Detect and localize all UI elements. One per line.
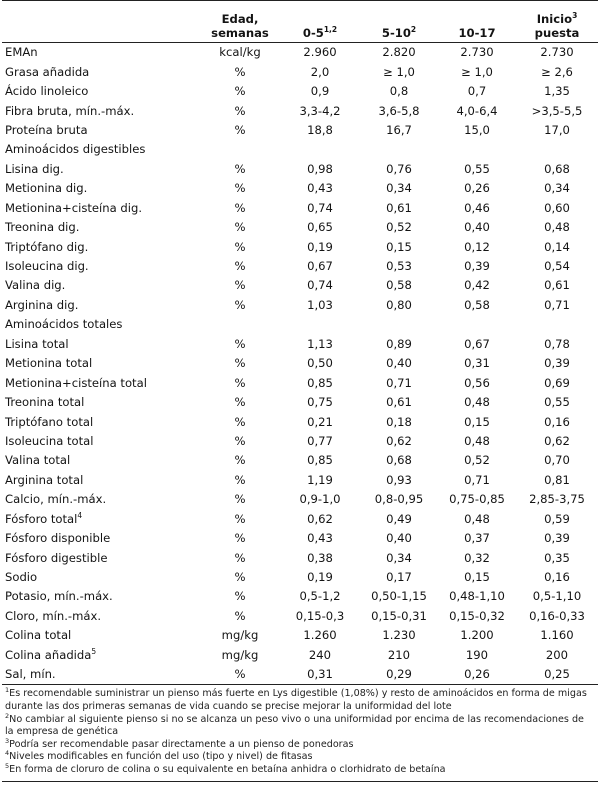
- value-cell: 0,18: [386, 414, 412, 429]
- nutrient-name-cell: [2, 276, 200, 295]
- nutrient-name-cell: [2, 335, 200, 354]
- nutrient-name: Triptófano total: [5, 414, 94, 429]
- unit-cell: %: [234, 608, 246, 623]
- phase-label-line1: Inicio: [536, 12, 573, 26]
- value-cell: 0,39: [544, 356, 570, 371]
- value-cell: 0,85: [307, 375, 333, 390]
- table-row: [2, 354, 598, 373]
- value-cell: 0,9-1,0: [299, 492, 341, 507]
- unit-cell: %: [234, 220, 246, 235]
- value-cell: 0,34: [386, 181, 412, 196]
- value-cell: 2.820: [382, 45, 416, 60]
- unit-cell: %: [234, 472, 246, 487]
- value-cell: 0,71: [544, 297, 570, 312]
- nutrient-name: Lisina dig.: [5, 161, 64, 176]
- value-cell: 1.260: [303, 628, 337, 643]
- nutrient-name-cell: [2, 568, 200, 587]
- table-row: [2, 101, 598, 120]
- nutrient-name: Fósforo disponible: [5, 531, 111, 546]
- unit-cell: %: [234, 531, 246, 546]
- unit-cell: %: [234, 122, 246, 137]
- value-cell: 2.730: [540, 45, 574, 60]
- footnote-ref: 4: [77, 510, 83, 520]
- value-cell: 0,15: [386, 239, 412, 254]
- value-cell: 18,8: [307, 122, 333, 137]
- value-cell: 0,15: [464, 414, 490, 429]
- nutrient-name: Treonina total: [5, 395, 85, 410]
- table-header-row: [2, 1, 598, 43]
- nutrient-requirements-table: [2, 0, 598, 685]
- table-row: [2, 451, 598, 470]
- unit-cell: %: [234, 239, 246, 254]
- value-cell: 0,5-1,10: [532, 589, 582, 604]
- nutrient-name-cell: [2, 354, 200, 373]
- value-cell: 190: [465, 647, 489, 662]
- nutrient-name: Potasio, mín.-máx.: [5, 589, 113, 604]
- header-age-line1: Edad,: [221, 12, 259, 26]
- value-cell: 0,29: [386, 667, 412, 682]
- footnote-text: En forma de cloruro de colina o su equivalente en betaína anhidra o clorhidrato de betaína: [9, 764, 446, 775]
- value-cell: 0,16: [544, 414, 570, 429]
- unit-cell: %: [234, 259, 246, 274]
- value-cell: 0,81: [544, 472, 570, 487]
- nutrient-name-cell: [2, 393, 200, 412]
- value-cell: 0,48: [464, 433, 490, 448]
- value-cell: 0,68: [544, 161, 570, 176]
- value-cell: 0,38: [307, 550, 333, 565]
- nutrient-name-cell: [2, 121, 200, 140]
- value-cell: 0,70: [544, 453, 570, 468]
- value-cell: 0,61: [386, 200, 412, 215]
- value-cell: 0,43: [307, 181, 333, 196]
- nutrient-name: Sal, mín.: [5, 667, 56, 682]
- value-cell: 3,3-4,2: [299, 103, 341, 118]
- value-cell: 0,85: [307, 453, 333, 468]
- table-row: [2, 646, 598, 665]
- nutrient-name: Fósforo total: [5, 511, 78, 526]
- section-title: Aminoácidos digestibles: [5, 142, 146, 157]
- value-cell: 200: [545, 647, 569, 662]
- footnote-text: Es recomendable suministrar un pienso más fuerte en Lys digestible (1,08%) y resto de aminoácidos en forma de migas durante las dos primeras semanas de vida cuando se precise mejorar la uniformidad del lote: [5, 688, 587, 713]
- value-cell: 0,68: [386, 453, 412, 468]
- nutrient-name: Triptófano dig.: [5, 239, 89, 254]
- nutrient-name-cell: [2, 432, 200, 451]
- value-cell: 0,31: [307, 667, 333, 682]
- table-row: [2, 471, 598, 490]
- value-cell: 0,14: [544, 239, 570, 254]
- header-empty-cell: [2, 1, 200, 43]
- nutrient-name-cell: [2, 218, 200, 237]
- table-row: [2, 490, 598, 509]
- unit-cell: %: [234, 200, 246, 215]
- value-cell: 1.160: [540, 628, 574, 643]
- value-cell: 0,76: [386, 161, 412, 176]
- nutrient-name: Colina añadida: [5, 647, 92, 662]
- value-cell: 0,58: [386, 278, 412, 293]
- footnote-number: 3: [5, 736, 10, 745]
- value-cell: 0,78: [544, 336, 570, 351]
- table-row: [2, 529, 598, 548]
- value-cell: 0,77: [307, 433, 333, 448]
- value-cell: 0,39: [464, 259, 490, 274]
- value-cell: 0,71: [386, 375, 412, 390]
- table-row: [2, 607, 598, 626]
- section-header-row: [2, 140, 598, 159]
- value-cell: 0,62: [307, 511, 333, 526]
- nutrient-name: Metionina dig.: [5, 181, 88, 196]
- nutrient-name: Valina dig.: [5, 278, 66, 293]
- phase-sup: 1,2: [323, 25, 338, 35]
- value-cell: 0,54: [544, 259, 570, 274]
- value-cell: 0,32: [464, 550, 490, 565]
- footnote-ref: 5: [91, 646, 97, 656]
- value-cell: 0,61: [544, 278, 570, 293]
- value-cell: 1.230: [382, 628, 416, 643]
- value-cell: 0,15-0,32: [449, 608, 505, 623]
- nutrient-name-cell: [2, 529, 200, 548]
- unit-cell: %: [234, 84, 246, 99]
- table-row: [2, 373, 598, 392]
- table-row: [2, 82, 598, 101]
- header-phase-10-17: [438, 1, 516, 43]
- value-cell: 0,93: [386, 472, 412, 487]
- nutrient-name: Fósforo digestible: [5, 550, 108, 565]
- nutrient-name: Isoleucina dig.: [5, 259, 89, 274]
- nutrient-name: Grasa añadida: [5, 64, 90, 79]
- table-row: [2, 62, 598, 81]
- unit-cell: %: [234, 589, 246, 604]
- value-cell: 0,48: [544, 220, 570, 235]
- value-cell: 0,59: [544, 511, 570, 526]
- value-cell: 0,19: [307, 239, 333, 254]
- value-cell: 240: [308, 647, 332, 662]
- nutrient-name-cell: [2, 257, 200, 276]
- value-cell: 0,12: [464, 239, 490, 254]
- table-row: [2, 179, 598, 198]
- table-row: [2, 257, 598, 276]
- value-cell: 0,56: [464, 375, 490, 390]
- value-cell: 1,19: [307, 472, 333, 487]
- table-row: [2, 237, 598, 256]
- value-cell: 0,40: [386, 356, 412, 371]
- unit-cell: %: [234, 492, 246, 507]
- nutrient-name: Valina total: [5, 453, 71, 468]
- unit-cell: %: [234, 297, 246, 312]
- unit-cell: %: [234, 161, 246, 176]
- value-cell: 0,5-1,2: [299, 589, 341, 604]
- value-cell: 0,40: [464, 220, 490, 235]
- value-cell: 0,80: [386, 297, 412, 312]
- unit-cell: %: [234, 433, 246, 448]
- phase-sup: 3: [572, 11, 578, 21]
- footnote-item: [5, 751, 595, 764]
- table-row: [2, 412, 598, 431]
- value-cell: 0,67: [307, 259, 333, 274]
- value-cell: 2.730: [460, 45, 494, 60]
- table-row: [2, 510, 598, 529]
- nutrient-name-cell: [2, 82, 200, 101]
- table-row: [2, 296, 598, 315]
- value-cell: 0,89: [386, 336, 412, 351]
- bottom-rule: [2, 781, 598, 782]
- value-cell: 0,35: [544, 550, 570, 565]
- value-cell: 0,49: [386, 511, 412, 526]
- footnote-text: Podría ser recomendable pasar directamente a un pienso de ponedoras: [9, 738, 354, 750]
- nutrient-name: Metionina+cisteína total: [5, 375, 147, 390]
- nutrient-name: Isoleucina total: [5, 433, 94, 448]
- phase-label: 5-10: [381, 26, 411, 40]
- table-row: [2, 160, 598, 179]
- unit-cell: %: [234, 356, 246, 371]
- value-cell: 0,39: [544, 531, 570, 546]
- footnotes: [2, 685, 598, 776]
- value-cell: 0,16: [544, 570, 570, 585]
- value-cell: 3,6-5,8: [378, 103, 420, 118]
- phase-label: 0-5: [302, 26, 324, 40]
- value-cell: 1,03: [307, 297, 333, 312]
- nutrient-name-cell: [2, 665, 200, 685]
- table-row: [2, 665, 598, 685]
- table-row: [2, 121, 598, 140]
- phase-sup: 2: [410, 25, 417, 35]
- unit-cell: mg/kg: [221, 628, 259, 643]
- nutrient-name-cell: [2, 160, 200, 179]
- value-cell: 1.200: [460, 628, 494, 643]
- value-cell: 2,85-3,75: [529, 492, 585, 507]
- nutrient-name-cell: [2, 451, 200, 470]
- nutrient-table-document: [2, 0, 598, 782]
- nutrient-name-cell: [2, 587, 200, 606]
- value-cell: 0,67: [464, 336, 490, 351]
- value-cell: 0,74: [307, 278, 333, 293]
- value-cell: 2.960: [303, 45, 337, 60]
- table-body: [2, 43, 598, 685]
- unit-cell: %: [234, 395, 246, 410]
- section-header-row: [2, 315, 598, 334]
- phase-label: 10-17: [458, 26, 496, 40]
- value-cell: 0,55: [464, 161, 490, 176]
- value-cell: 0,31: [464, 356, 490, 371]
- unit-cell: %: [234, 181, 246, 196]
- footnote-number: 5: [5, 761, 10, 770]
- nutrient-name: EMAn: [5, 45, 38, 60]
- header-phase-5-10: [360, 1, 438, 43]
- footnote-number: 1: [5, 686, 10, 695]
- nutrient-name: Fibra bruta, mín.-máx.: [5, 103, 135, 118]
- value-cell: 0,34: [386, 550, 412, 565]
- nutrient-name: Ácido linoleico: [5, 84, 89, 99]
- unit-cell: %: [234, 64, 246, 79]
- table-row: [2, 626, 598, 645]
- nutrient-name-cell: [2, 237, 200, 256]
- value-cell: 0,26: [464, 181, 490, 196]
- value-cell: 0,48-1,10: [449, 589, 505, 604]
- footnote-text: No cambiar al siguiente pienso si no se alcanza un peso vivo o una uniformidad por encima de las recomendaciones de la empresa de genética: [5, 713, 584, 738]
- value-cell: 210: [387, 647, 411, 662]
- header-age-weeks: [200, 1, 280, 43]
- value-cell: 0,37: [464, 531, 490, 546]
- value-cell: 0,48: [464, 511, 490, 526]
- table-row: [2, 218, 598, 237]
- footnote-item: [5, 736, 595, 752]
- value-cell: 0,21: [307, 414, 333, 429]
- nutrient-name-cell: [2, 179, 200, 198]
- value-cell: 15,0: [464, 122, 490, 137]
- value-cell: 0,98: [307, 161, 333, 176]
- unit-cell: %: [234, 103, 246, 118]
- value-cell: 0,8-0,95: [374, 492, 424, 507]
- table-row: [2, 335, 598, 354]
- nutrient-name-cell: [2, 43, 200, 63]
- value-cell: 0,46: [464, 200, 490, 215]
- nutrient-name: Calcio, mín.-máx.: [5, 492, 107, 507]
- value-cell: 0,61: [386, 395, 412, 410]
- value-cell: 0,71: [464, 472, 490, 487]
- unit-cell: %: [234, 570, 246, 585]
- footnote-item: [5, 711, 595, 739]
- unit-cell: mg/kg: [221, 647, 259, 662]
- value-cell: 0,8: [389, 84, 409, 99]
- nutrient-name: Metionina total: [5, 356, 93, 371]
- nutrient-name: Sodio: [5, 570, 38, 585]
- value-cell: 0,75-0,85: [449, 492, 505, 507]
- nutrient-name-cell: [2, 373, 200, 392]
- value-cell: 0,58: [464, 297, 490, 312]
- nutrient-name: Metionina+cisteína dig.: [5, 200, 143, 215]
- value-cell: 0,16-0,33: [529, 608, 585, 623]
- value-cell: 2,0: [310, 64, 330, 79]
- value-cell: 0,48: [464, 395, 490, 410]
- value-cell: 0,69: [544, 375, 570, 390]
- value-cell: 1,13: [307, 336, 333, 351]
- value-cell: 0,55: [544, 395, 570, 410]
- nutrient-name: Arginina total: [5, 472, 84, 487]
- value-cell: 4,0-6,4: [456, 103, 498, 118]
- nutrient-name-cell: [2, 62, 200, 81]
- value-cell: 0,19: [307, 570, 333, 585]
- nutrient-name-cell: [2, 607, 200, 626]
- section-title: Aminoácidos totales: [5, 317, 123, 332]
- value-cell: 17,0: [544, 122, 570, 137]
- nutrient-name: Lisina total: [5, 336, 69, 351]
- nutrient-name: Cloro, mín.-máx.: [5, 608, 102, 623]
- table-row: [2, 568, 598, 587]
- value-cell: 0,53: [386, 259, 412, 274]
- nutrient-name-cell: [2, 490, 200, 509]
- footnote-item: [5, 688, 595, 713]
- unit-cell: %: [234, 511, 246, 526]
- unit-cell: %: [234, 550, 246, 565]
- unit-cell: %: [234, 414, 246, 429]
- value-cell: 0,43: [307, 531, 333, 546]
- nutrient-name-cell: [2, 471, 200, 490]
- table-row: [2, 548, 598, 567]
- value-cell: 0,42: [464, 278, 490, 293]
- value-cell: 0,15-0,3: [295, 608, 345, 623]
- value-cell: 0,50: [307, 356, 333, 371]
- phase-label-line2: puesta: [534, 26, 580, 40]
- nutrient-name: Arginina dig.: [5, 297, 79, 312]
- value-cell: 0,60: [544, 200, 570, 215]
- value-cell: 0,7: [467, 84, 487, 99]
- value-cell: 0,52: [464, 453, 490, 468]
- value-cell: 0,9: [310, 84, 330, 99]
- value-cell: 0,26: [464, 667, 490, 682]
- footnote-item: [5, 761, 595, 777]
- unit-cell: kcal/kg: [219, 45, 261, 60]
- value-cell: 0,52: [386, 220, 412, 235]
- header-age-line2: semanas: [211, 26, 269, 40]
- table-row: [2, 43, 598, 63]
- value-cell: 0,15-0,31: [371, 608, 427, 623]
- header-phase-0-5: [280, 1, 360, 43]
- value-cell: 0,62: [544, 433, 570, 448]
- value-cell: 0,17: [386, 570, 412, 585]
- table-row: [2, 199, 598, 218]
- table-row: [2, 432, 598, 451]
- value-cell: 0,40: [386, 531, 412, 546]
- nutrient-name-cell: [2, 646, 200, 665]
- value-cell: 1,35: [544, 84, 570, 99]
- value-cell: >3,5-5,5: [531, 103, 583, 118]
- unit-cell: %: [234, 667, 246, 682]
- header-phase-inicio-puesta: [516, 1, 598, 43]
- value-cell: 0,50-1,15: [371, 589, 427, 604]
- unit-cell: %: [234, 278, 246, 293]
- value-cell: ≥ 1,0: [461, 64, 493, 79]
- table-row: [2, 587, 598, 606]
- nutrient-name-cell: [2, 510, 200, 529]
- nutrient-name: Treonina dig.: [5, 220, 80, 235]
- nutrient-name-cell: [2, 548, 200, 567]
- nutrient-name-cell: [2, 412, 200, 431]
- nutrient-name-cell: [2, 101, 200, 120]
- value-cell: 0,75: [307, 395, 333, 410]
- nutrient-name-cell: [2, 199, 200, 218]
- nutrient-name-cell: [2, 626, 200, 645]
- unit-cell: %: [234, 453, 246, 468]
- table-row: [2, 393, 598, 412]
- value-cell: ≥ 2,6: [541, 64, 573, 79]
- value-cell: 0,25: [544, 667, 570, 682]
- value-cell: 16,7: [386, 122, 412, 137]
- nutrient-name: Proteína bruta: [5, 122, 88, 137]
- footnote-number: 2: [5, 711, 10, 720]
- footnote-number: 4: [5, 749, 10, 758]
- value-cell: ≥ 1,0: [383, 64, 415, 79]
- value-cell: 0,15: [464, 570, 490, 585]
- footnote-text: Niveles modificables en función del uso (tipo y nivel) de fitasas: [9, 751, 313, 763]
- unit-cell: %: [234, 375, 246, 390]
- nutrient-name-cell: [2, 296, 200, 315]
- value-cell: 0,62: [386, 433, 412, 448]
- value-cell: 0,34: [544, 181, 570, 196]
- value-cell: 0,74: [307, 200, 333, 215]
- value-cell: 0,65: [307, 220, 333, 235]
- table-row: [2, 276, 598, 295]
- unit-cell: %: [234, 336, 246, 351]
- nutrient-name: Colina total: [5, 628, 72, 643]
